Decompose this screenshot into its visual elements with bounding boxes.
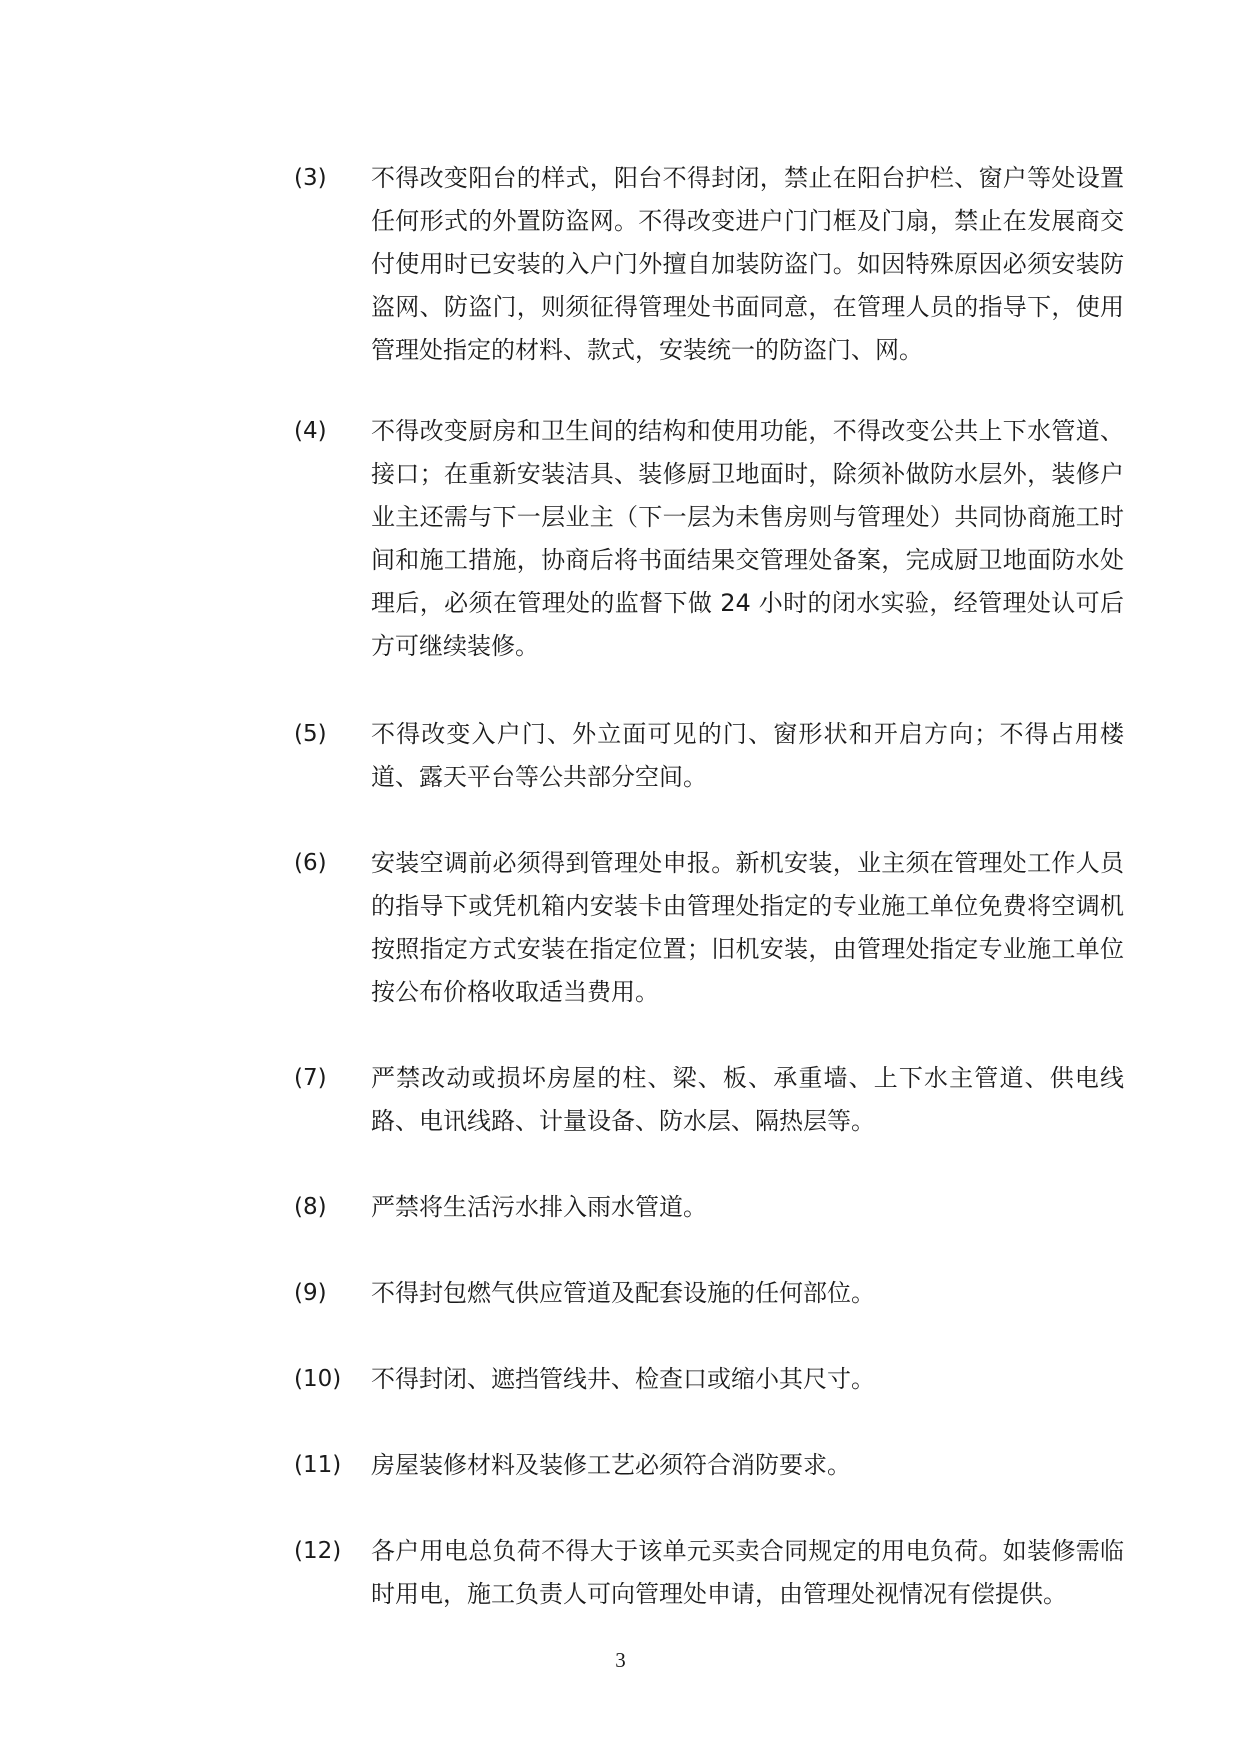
page-number: 3: [615, 1648, 626, 1672]
item-number: (9): [294, 1280, 327, 1306]
item-number: (6): [294, 850, 327, 876]
item-number: (7): [294, 1065, 327, 1091]
item-text: 各户用电总负荷不得大于该单元买卖合同规定的用电负荷。如装修需临时用电，施工负责人可向管理处申请，由管理处视情况有偿提供。: [371, 1537, 1124, 1608]
item-text: 严禁改动或损坏房屋的柱、梁、板、承重墙、上下水主管道、供电线路、电讯线路、计量设备、防水层、隔热层等。: [371, 1064, 1124, 1135]
item-number: (12): [294, 1538, 342, 1564]
item-text: 不得封包燃气供应管道及配套设施的任何部位。: [371, 1279, 875, 1307]
item-text: 严禁将生活污水排入雨水管道。: [371, 1193, 707, 1221]
item-text: 安装空调前必须得到管理处申报。新机安装，业主须在管理处工作人员的指导下或凭机箱内安装卡由管理处指定的专业施工单位免费将空调机按照指定方式安装在指定位置；旧机安装，由管理处指定专业施工单位按公布价格收取适当费用。: [371, 849, 1124, 1006]
item-number: (4): [294, 418, 327, 444]
item-number: (3): [294, 165, 327, 191]
item-text: 不得封闭、遮挡管线井、检查口或缩小其尺寸。: [371, 1365, 875, 1393]
item-text: 不得改变入户门、外立面可见的门、窗形状和开启方向；不得占用楼道、露天平台等公共部分空间。: [371, 720, 1124, 791]
item-text: 房屋装修材料及装修工艺必须符合消防要求。: [371, 1451, 851, 1479]
item-text: 不得改变厨房和卫生间的结构和使用功能，不得改变公共上下水管道、接口；在重新安装洁具、装修厨卫地面时，除须补做防水层外，装修户业主还需与下一层业主（下一层为未售房则与管理处）共同协商施工时间和施工措施，协商后将书面结果交管理处备案，完成厨卫地面防水处理后，必须在管理处的监督下做 24 小时的闭水实验，经管理处认可后方可继续装修。: [371, 417, 1124, 660]
item-number: (5): [294, 721, 327, 747]
item-text: 不得改变阳台的样式，阳台不得封闭，禁止在阳台护栏、窗户等处设置任何形式的外置防盗网。不得改变进户门门框及门扇，禁止在发展商交付使用时已安装的入户门外擅自加装防盗门。如因特殊原因必须安装防盗网、防盗门，则须征得管理处书面同意，在管理人员的指导下，使用管理处指定的材料、款式，安装统一的防盗门、网。: [371, 164, 1124, 364]
item-number: (11): [294, 1452, 342, 1478]
item-number: (10): [294, 1366, 342, 1392]
item-number: (8): [294, 1194, 327, 1220]
